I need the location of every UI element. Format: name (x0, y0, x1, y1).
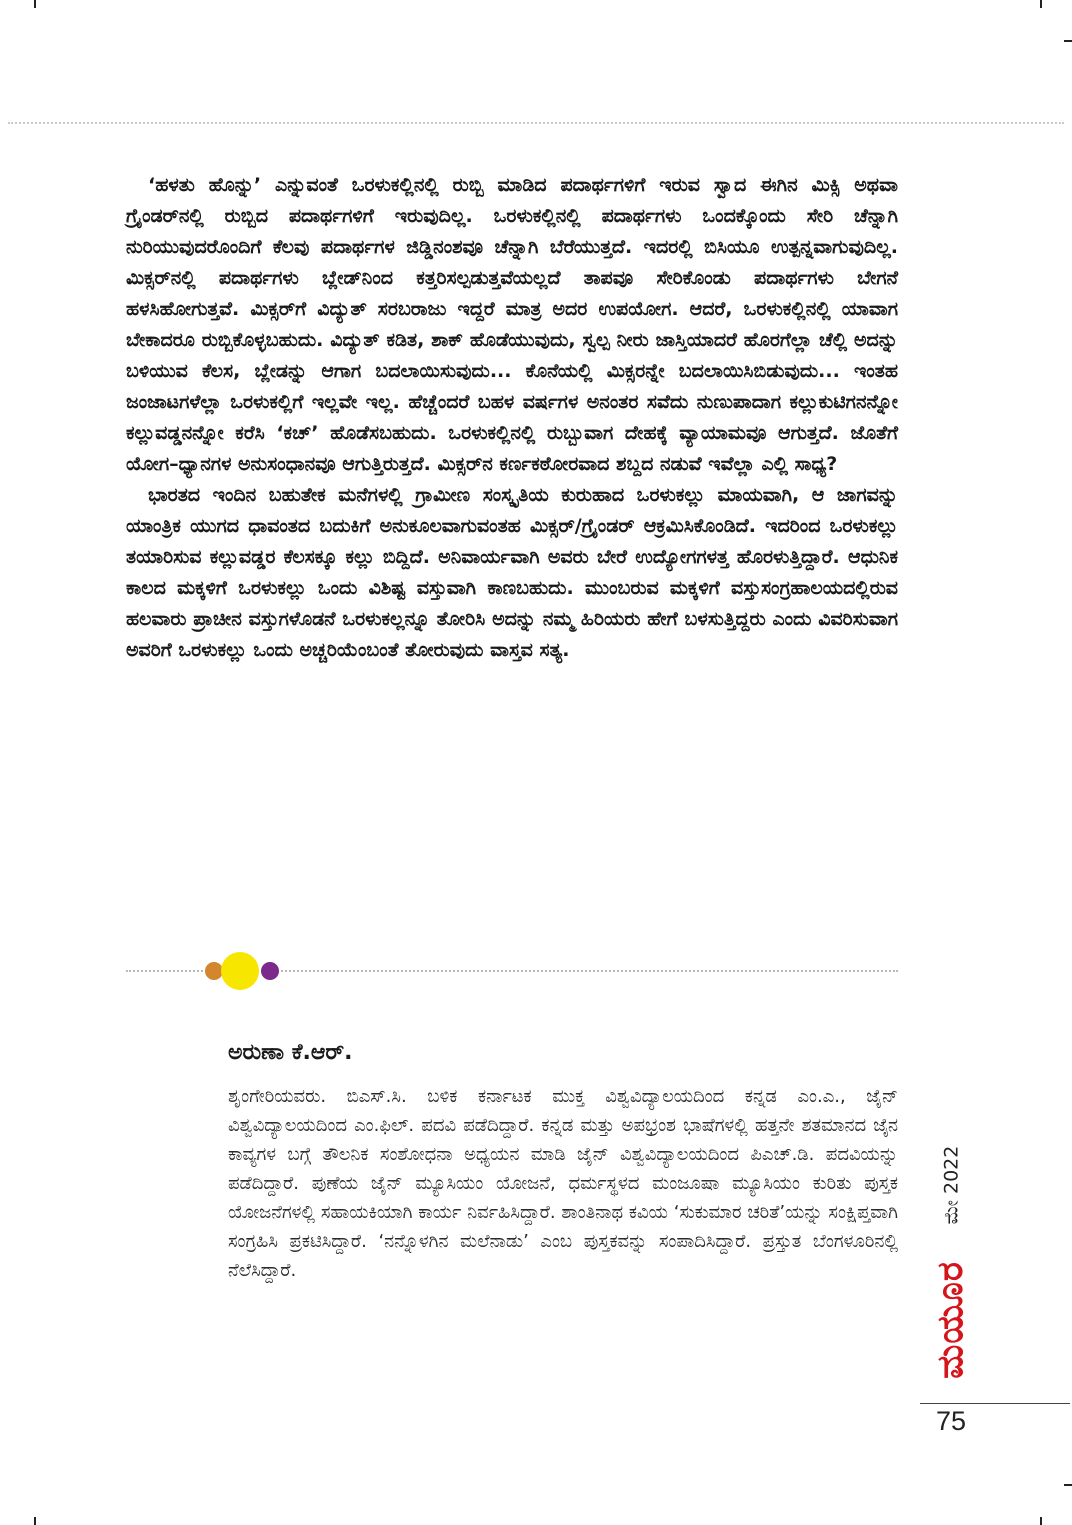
author-bio: ಶೃಂಗೇರಿಯವರು. ಬಿಎಸ್.ಸಿ. ಬಳಿಕ ಕರ್ನಾಟಕ ಮುಕ್ತ ವಿಶ್ವವಿದ್ಯಾಲಯದಿಂದ ಕನ್ನಡ ಎಂ.ಎ., ಜೈನ್ ವಿಶ್ವವಿದ್ಯಾಲಯದಿಂದ ಎಂ.ಫಿಲ್. ಪದವಿ ಪಡೆದಿದ್ದಾರೆ. ಕನ್ನಡ ಮತ್ತು ಅಪಭ್ರಂಶ ಭಾಷೆಗಳಲ್ಲಿ ಹತ್ತನೇ ಶತಮಾನದ ಜೈನ ಕಾವ್ಯಗಳ ಬಗ್ಗೆ ತೌಲನಿಕ ಸಂಶೋಧನಾ ಅಧ್ಯಯನ ಮಾಡಿ ಜೈನ್ ವಿಶ್ವವಿದ್ಯಾಲಯದಿಂದ ಪಿಎಚ್.ಡಿ. ಪದವಿಯನ್ನು ಪಡೆದಿದ್ದಾರೆ. ಪುಣೆಯ ಜೈನ್ ಮ್ಯೂಸಿಯಂ ಯೋಜನೆ, ಧರ್ಮಸ್ಥಳದ ಮಂಜೂಷಾ ಮ್ಯೂಸಿಯಂ ಕುರಿತು ಪುಸ್ತಕ ಯೋಜನೆಗಳಲ್ಲಿ ಸಹಾಯಕಿಯಾಗಿ ಕಾರ್ಯ ನಿರ್ವಹಿಸಿದ್ದಾರೆ. ಶಾಂತಿನಾಥ ಕವಿಯ ‘ಸುಕುಮಾರ ಚರಿತೆ’ಯನ್ನು ಸಂಕ್ಷಿಪ್ತವಾಗಿ ಸಂಗ್ರಹಿಸಿ ಪ್ರಕಟಿಸಿದ್ದಾರೆ. ‘ನನ್ನೊಳಗಿನ ಮಲೆನಾಡು’ ಎಂಬ ಪುಸ್ತಕವನ್ನು ಸಂಪಾದಿಸಿದ್ದಾರೆ. ಪ್ರಸ್ತುತ ಬೆಂಗಳೂರಿನಲ್ಲಿ ನೆಲೆಸಿದ್ದಾರೆ. (228, 1086, 898, 1281)
issue-date: ಮೇ 2022 (940, 1145, 963, 1225)
page-number: 75 (936, 1406, 967, 1436)
crop-mark-right-upper (1064, 40, 1072, 42)
article-body (126, 170, 898, 666)
header-dotted-rule (8, 122, 1064, 124)
decorative-yellow-dot (221, 952, 259, 990)
magazine-name-block (930, 1240, 972, 1400)
decorative-purple-dot (261, 962, 279, 980)
author-name: ಅರುಣಾ ಕೆ.ಆರ್. (228, 1040, 353, 1065)
page-number-rule (920, 1403, 1070, 1404)
crop-mark-right-lower (1064, 1484, 1072, 1486)
magazine-name: ಮಯೂರ (930, 1261, 971, 1379)
crop-mark-bottom-right (1040, 1517, 1042, 1525)
article-paragraph-2: ಭಾರತದ ಇಂದಿನ ಬಹುತೇಕ ಮನೆಗಳಲ್ಲಿ ಗ್ರಾಮೀಣ ಸಂಸ್ಕೃತಿಯ ಕುರುಹಾದ ಒರಳುಕಲ್ಲು ಮಾಯವಾಗಿ, ಆ ಜಾಗವನ್ನು ಯಾಂತ್ರಿಕ ಯುಗದ ಧಾವಂತದ ಬದುಕಿಗೆ ಅನುಕೂಲವಾಗುವಂತಹ ಮಿಕ್ಸರ್/ಗ್ರೈಂಡರ್ ಆಕ್ರಮಿಸಿಕೊಂಡಿದೆ. ಇದರಿಂದ ಒರಳುಕಲ್ಲು ತಯಾರಿಸುವ ಕಲ್ಲುವಡ್ಡರ ಕೆಲಸಕ್ಕೂ ಕಲ್ಲು ಬಿದ್ದಿದೆ. ಅನಿವಾರ್ಯವಾಗಿ ಅವರು ಬೇರೆ ಉದ್ಯೋಗಗಳತ್ತ ಹೊರಳುತ್ತಿದ್ದಾರೆ. ಆಧುನಿಕ ಕಾಲದ ಮಕ್ಕಳಿಗೆ ಒರಳುಕಲ್ಲು ಒಂದು ವಿಶಿಷ್ಟ ವಸ್ತುವಾಗಿ ಕಾಣಬಹುದು. ಮುಂಬರುವ ಮಕ್ಕಳಿಗೆ ವಸ್ತುಸಂಗ್ರಹಾಲಯದಲ್ಲಿರುವ ಹಲವಾರು ಪ್ರಾಚೀನ ವಸ್ತುಗಳೊಡನೆ ಒರಳುಕಲ್ಲನ್ನೂ ತೋರಿಸಿ ಅದನ್ನು ನಮ್ಮ ಹಿರಿಯರು ಹೇಗೆ ಬಳಸುತ್ತಿದ್ದರು ಎಂದು ವಿವರಿಸುವಾಗ ಅವರಿಗೆ ಒರಳುಕಲ್ಲು ಒಂದು ಅಚ್ಚರಿಯೆಂಬಂತೆ ತೋರುವುದು ವಾಸ್ತವ ಸತ್ಯ. (126, 484, 898, 661)
issue-date-block (934, 1130, 968, 1240)
article-paragraph-1: ‘ಹಳತು ಹೊನ್ನು’ ಎನ್ನುವಂತೆ ಒರಳುಕಲ್ಲಿನಲ್ಲಿ ರುಬ್ಬಿ ಮಾಡಿದ ಪದಾರ್ಥಗಳಿಗೆ ಇರುವ ಸ್ವಾದ ಈಗಿನ ಮಿಕ್ಸಿ ಅಥವಾ ಗ್ರೈಂಡರ್‌ನಲ್ಲಿ ರುಬ್ಬಿದ ಪದಾರ್ಥಗಳಿಗೆ ಇರುವುದಿಲ್ಲ. ಒರಳುಕಲ್ಲಿನಲ್ಲಿ ಪದಾರ್ಥಗಳು ಒಂದಕ್ಕೊಂದು ಸೇರಿ ಚೆನ್ನಾಗಿ ನುರಿಯುವುದರೊಂದಿಗೆ ಕೆಲವು ಪದಾರ್ಥಗಳ ಜಿಡ್ಡಿನಂಶವೂ ಚೆನ್ನಾಗಿ ಬೆರೆಯುತ್ತದೆ. ಇದರಲ್ಲಿ ಬಿಸಿಯೂ ಉತ್ಪನ್ನವಾಗುವುದಿಲ್ಲ. ಮಿಕ್ಸರ್‌ನಲ್ಲಿ ಪದಾರ್ಥಗಳು ಬ್ಲೇಡ್‌ನಿಂದ ಕತ್ತರಿಸಲ್ಪಡುತ್ತವೆಯಲ್ಲದೆ ತಾಪವೂ ಸೇರಿಕೊಂಡು ಪದಾರ್ಥಗಳು ಬೇಗನೆ ಹಳಸಿಹೋಗುತ್ತವೆ. ಮಿಕ್ಸರ್‌ಗೆ ವಿದ್ಯುತ್ ಸರಬರಾಜು ಇದ್ದರೆ ಮಾತ್ರ ಅದರ ಉಪಯೋಗ. ಆದರೆ, ಒರಳುಕಲ್ಲಿನಲ್ಲಿ ಯಾವಾಗ ಬೇಕಾದರೂ ರುಬ್ಬಿಕೊಳ್ಳಬಹುದು. ವಿದ್ಯುತ್ ಕಡಿತ, ಶಾಕ್ ಹೊಡೆಯುವುದು, ಸ್ವಲ್ಪ ನೀರು ಜಾಸ್ತಿಯಾದರೆ ಹೊರಗೆಲ್ಲಾ ಚೆಲ್ಲಿ ಅದನ್ನು ಬಳಿಯುವ ಕೆಲಸ, ಬ್ಲೇಡನ್ನು ಆಗಾಗ ಬದಲಾಯಿಸುವುದು... ಕೊನೆಯಲ್ಲಿ ಮಿಕ್ಸರನ್ನೇ ಬದಲಾಯಿಸಿಬಿಡುವುದು... ಇಂತಹ ಜಂಜಾಟಗಳೆಲ್ಲಾ ಒರಳುಕಲ್ಲಿಗೆ ಇಲ್ಲವೇ ಇಲ್ಲ. ಹೆಚ್ಚೆಂದರೆ ಬಹಳ ವರ್ಷಗಳ ಅನಂತರ ಸವೆದು ನುಣುಪಾದಾಗ ಕಲ್ಲುಕುಟಿಗನನ್ನೋ ಕಲ್ಲುವಡ್ಡನನ್ನೋ ಕರೆಸಿ ‘ಕಚ್’ ಹೊಡೆಸಬಹುದು. ಒರಳುಕಲ್ಲಿನಲ್ಲಿ ರುಬ್ಬುವಾಗ ದೇಹಕ್ಕೆ ವ್ಯಾಯಾಮವೂ ಆಗುತ್ತದೆ. ಜೊತೆಗೆ ಯೋಗ–ಧ್ಯಾನಗಳ ಅನುಸಂಧಾನವೂ ಆಗುತ್ತಿರುತ್ತದೆ. ಮಿಕ್ಸರ್‌ನ ಕರ್ಣಕಠೋರವಾದ ಶಬ್ದದ ನಡುವೆ ಇವೆಲ್ಲಾ ಎಲ್ಲಿ ಸಾಧ್ಯ? (126, 174, 898, 475)
crop-mark-bottom-left (34, 1517, 36, 1525)
crop-mark-top-right (1040, 0, 1042, 8)
crop-mark-top-left (34, 0, 36, 8)
